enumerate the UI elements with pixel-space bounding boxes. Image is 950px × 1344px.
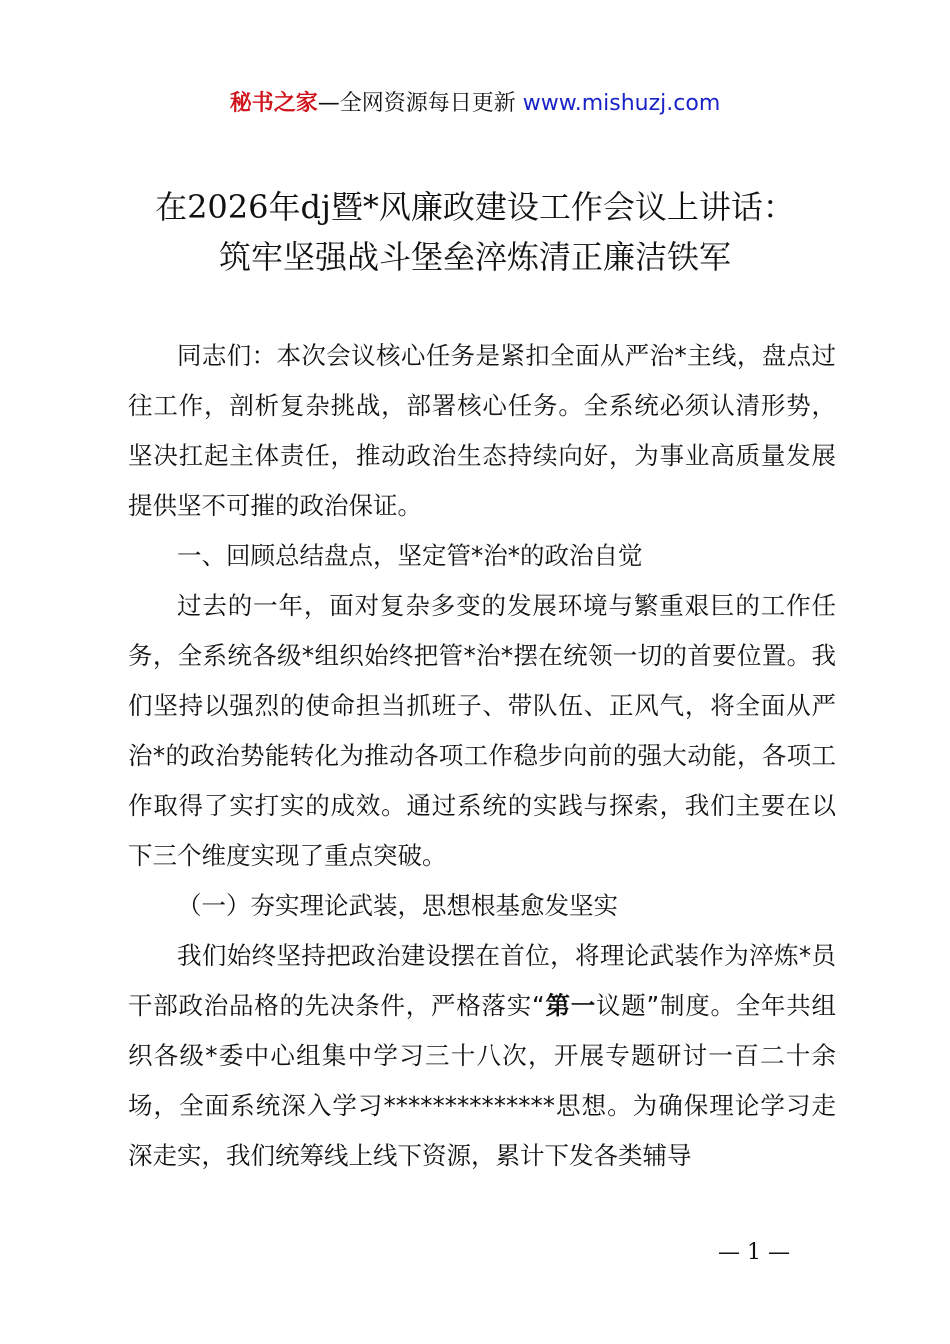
title-line-1: 在2026年dj暨*风廉政建设工作会议上讲话： bbox=[155, 188, 795, 226]
subsection-1-paragraph bbox=[128, 931, 836, 1181]
subsection-1-text-b: 议题”制度。全年共组织各级*委中心组集中学习三十八次，开展专题研讨一百二十余场，全面系统深入学习**************思想。为确保理论学习走深走实，我们统筹线上线下资源，累计下发各类辅导 bbox=[128, 991, 836, 1170]
section-1-paragraph: 过去的一年，面对复杂多变的发展环境与繁重艰巨的工作任务，全系统各级*组织始终把管*治*摆在统领一切的首要位置。我们坚持以强烈的使命担当抓班子、带队伍、正风气，将全面从严治*的政治势能转化为推动各项工作稳步向前的强大动能，各项工作取得了实打实的成效。通过系统的实践与探索，我们主要在以下三个维度实现了重点突破。 bbox=[128, 591, 836, 870]
title-line-2: 筑牢坚强战斗堡垒淬炼清正廉洁铁军 bbox=[218, 238, 731, 276]
subsection-1-bold-text: 第一 bbox=[544, 991, 597, 1020]
subsection-heading-1: （一）夯实理论武装，思想根基愈发坚实 bbox=[177, 891, 618, 920]
document-body bbox=[128, 331, 836, 1181]
opening-paragraph: 同志们：本次会议核心任务是紧扣全面从严治*主线，盘点过往工作，剖析复杂挑战，部署核心任务。全系统必须认清形势，坚决扛起主体责任，推动政治生态持续向好，为事业高质量发展提供坚不可摧的政治保证。 bbox=[128, 341, 836, 520]
document-title bbox=[60, 182, 890, 282]
subsection-1-text-a: 我们始终坚持把政治建设摆在首位，将理论武装作为淬炼*员干部政治品格的先决条件，严格落实“ bbox=[128, 941, 836, 1020]
section-heading-1: 一、回顾总结盘点，坚定管*治*的政治自觉 bbox=[177, 541, 643, 570]
site-tagline: —全网资源每日更新 bbox=[317, 91, 523, 116]
site-brand: 秘书之家 bbox=[229, 91, 318, 116]
site-header bbox=[0, 88, 950, 120]
site-url-link[interactable]: www.mishuzj.com bbox=[522, 91, 721, 116]
page-number: — 1 — bbox=[718, 1240, 790, 1265]
